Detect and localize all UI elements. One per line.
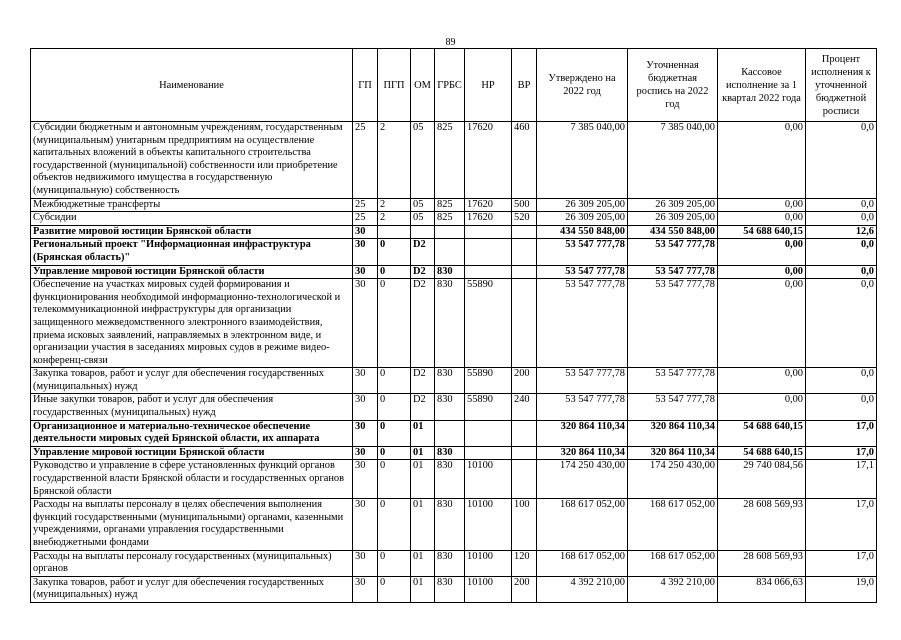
cell-vr: 100: [512, 499, 537, 550]
cell-gp: 30: [353, 576, 378, 602]
cell-cash: 834 066,63: [718, 576, 806, 602]
table-row: [31, 550, 877, 576]
cell-gp: 30: [353, 499, 378, 550]
cell-percent: 0,0: [806, 265, 877, 279]
cell-np: 55890: [465, 279, 512, 368]
header-cash: Кассовое исполнение за 1 квартал 2022 года: [718, 49, 806, 122]
cell-name: Развитие мировой юстиции Брянской области: [31, 225, 353, 239]
cell-approved: 174 250 430,00: [537, 460, 628, 499]
cell-name: Обеспечение на участках мировых судей формирования и функционирования необходимой информационно-технологической и телекоммуникационной инфраструктуры для организации защищенного межведомственного электронного взаимодействия, приема исковых заявлений, направляемых в электронном виде, и организации участия в заседаниях мировых судов в режиме видео-конференц-связи: [31, 279, 353, 368]
page-number: 89: [445, 37, 456, 48]
table-row: [31, 368, 877, 394]
table-row: [31, 576, 877, 602]
cell-vr: 520: [512, 212, 537, 226]
cell-approved: 168 617 052,00: [537, 499, 628, 550]
cell-pgp: 2: [378, 198, 411, 212]
cell-np: 55890: [465, 368, 512, 394]
cell-om: [411, 225, 435, 239]
header-grbs: ГРБС: [435, 49, 465, 122]
cell-pgp: 0: [378, 576, 411, 602]
cell-np: [465, 239, 512, 265]
cell-vr: [512, 460, 537, 499]
cell-percent: 17,1: [806, 460, 877, 499]
cell-percent: 17,0: [806, 446, 877, 460]
cell-percent: 17,0: [806, 420, 877, 446]
cell-percent: 19,0: [806, 576, 877, 602]
cell-approved: 7 385 040,00: [537, 122, 628, 199]
cell-refined: 26 309 205,00: [628, 198, 718, 212]
cell-cash: 0,00: [718, 239, 806, 265]
cell-np: 10100: [465, 550, 512, 576]
cell-refined: 4 392 210,00: [628, 576, 718, 602]
cell-pgp: 0: [378, 265, 411, 279]
cell-gp: 30: [353, 420, 378, 446]
table-row: [31, 122, 877, 199]
budget-table: [30, 48, 877, 603]
cell-pgp: 2: [378, 212, 411, 226]
cell-cash: 0,00: [718, 279, 806, 368]
cell-name: Межбюджетные трансферты: [31, 198, 353, 212]
cell-grbs: [435, 239, 465, 265]
table-row: [31, 225, 877, 239]
cell-gp: 30: [353, 368, 378, 394]
cell-gp: 25: [353, 198, 378, 212]
cell-grbs: [435, 420, 465, 446]
header-om: ОМ: [411, 49, 435, 122]
cell-name: Субсидии: [31, 212, 353, 226]
cell-vr: [512, 239, 537, 265]
cell-approved: 53 547 777,78: [537, 265, 628, 279]
table-row: [31, 460, 877, 499]
cell-cash: 0,00: [718, 198, 806, 212]
cell-gp: 30: [353, 460, 378, 499]
cell-percent: 12,6: [806, 225, 877, 239]
cell-refined: 53 547 777,78: [628, 394, 718, 420]
cell-om: D2: [411, 279, 435, 368]
cell-name: Управление мировой юстиции Брянской области: [31, 446, 353, 460]
cell-pgp: 0: [378, 460, 411, 499]
cell-om: 01: [411, 460, 435, 499]
cell-vr: [512, 446, 537, 460]
cell-cash: 28 608 569,93: [718, 499, 806, 550]
cell-approved: 53 547 777,78: [537, 279, 628, 368]
cell-grbs: 825: [435, 198, 465, 212]
cell-np: 17620: [465, 122, 512, 199]
cell-om: D2: [411, 368, 435, 394]
cell-refined: 320 864 110,34: [628, 420, 718, 446]
cell-grbs: 830: [435, 460, 465, 499]
cell-om: 01: [411, 576, 435, 602]
cell-refined: 174 250 430,00: [628, 460, 718, 499]
cell-vr: 200: [512, 576, 537, 602]
cell-name: Руководство и управление в сфере установленных функций органов государственной власти Брянской области и государственных органов Брянской области: [31, 460, 353, 499]
table-body: [31, 122, 877, 603]
cell-vr: 120: [512, 550, 537, 576]
cell-cash: 28 608 569,93: [718, 550, 806, 576]
cell-name: Закупка товаров, работ и услуг для обеспечения государственных (муниципальных) нужд: [31, 576, 353, 602]
cell-name: Управление мировой юстиции Брянской области: [31, 265, 353, 279]
cell-percent: 0,0: [806, 122, 877, 199]
header-approved: Утверждено на 2022 год: [537, 49, 628, 122]
cell-vr: 500: [512, 198, 537, 212]
cell-np: 17620: [465, 212, 512, 226]
cell-gp: 30: [353, 446, 378, 460]
cell-pgp: 0: [378, 420, 411, 446]
cell-name: Иные закупки товаров, работ и услуг для обеспечения государственных (муниципальных) нужд: [31, 394, 353, 420]
table-row: [31, 446, 877, 460]
cell-om: D2: [411, 239, 435, 265]
cell-gp: 30: [353, 279, 378, 368]
cell-gp: 30: [353, 225, 378, 239]
cell-np: 10100: [465, 460, 512, 499]
table-row: [31, 265, 877, 279]
cell-grbs: 830: [435, 265, 465, 279]
cell-np: 10100: [465, 499, 512, 550]
cell-gp: 30: [353, 239, 378, 265]
cell-vr: 200: [512, 368, 537, 394]
cell-pgp: [378, 225, 411, 239]
cell-percent: 0,0: [806, 394, 877, 420]
cell-grbs: 830: [435, 394, 465, 420]
cell-pgp: 0: [378, 446, 411, 460]
cell-grbs: 830: [435, 279, 465, 368]
cell-approved: 26 309 205,00: [537, 198, 628, 212]
cell-om: 05: [411, 122, 435, 199]
header-np: НР: [465, 49, 512, 122]
cell-vr: 460: [512, 122, 537, 199]
cell-refined: 434 550 848,00: [628, 225, 718, 239]
cell-name: Расходы на выплаты персоналу в целях обеспечения выполнения функций государственными (муниципальными) органами, казенными учреждениями, органами управления государственными внебюджетными фондами: [31, 499, 353, 550]
cell-refined: 53 547 777,78: [628, 279, 718, 368]
cell-name: Организационное и материально-техническое обеспечение деятельности мировых судей Брянской области, их аппарата: [31, 420, 353, 446]
cell-cash: 29 740 084,56: [718, 460, 806, 499]
header-pgp: ПГП: [378, 49, 411, 122]
header-percent: Процент исполнения к уточненной бюджетной росписи: [806, 49, 877, 122]
table-row: [31, 279, 877, 368]
cell-percent: 0,0: [806, 279, 877, 368]
cell-vr: 240: [512, 394, 537, 420]
cell-pgp: 2: [378, 122, 411, 199]
header-refined: Уточненная бюджетная роспись на 2022 год: [628, 49, 718, 122]
cell-np: [465, 225, 512, 239]
cell-refined: 168 617 052,00: [628, 499, 718, 550]
cell-name: Расходы на выплаты персоналу государственных (муниципальных) органов: [31, 550, 353, 576]
table-row: [31, 499, 877, 550]
cell-grbs: 825: [435, 212, 465, 226]
cell-refined: 53 547 777,78: [628, 265, 718, 279]
cell-grbs: 830: [435, 499, 465, 550]
cell-grbs: 825: [435, 122, 465, 199]
cell-approved: 434 550 848,00: [537, 225, 628, 239]
cell-refined: 53 547 777,78: [628, 239, 718, 265]
cell-pgp: 0: [378, 499, 411, 550]
cell-vr: [512, 225, 537, 239]
cell-pgp: 0: [378, 368, 411, 394]
cell-cash: 54 688 640,15: [718, 420, 806, 446]
cell-percent: 17,0: [806, 550, 877, 576]
cell-name: Региональный проект "Информационная инфраструктура (Брянская область)": [31, 239, 353, 265]
cell-cash: 0,00: [718, 394, 806, 420]
cell-om: D2: [411, 394, 435, 420]
cell-approved: 53 547 777,78: [537, 368, 628, 394]
table-row: [31, 394, 877, 420]
cell-cash: 54 688 640,15: [718, 446, 806, 460]
cell-approved: 320 864 110,34: [537, 420, 628, 446]
cell-grbs: [435, 225, 465, 239]
table-row: [31, 198, 877, 212]
cell-gp: 30: [353, 550, 378, 576]
cell-refined: 26 309 205,00: [628, 212, 718, 226]
cell-pgp: 0: [378, 550, 411, 576]
cell-np: 17620: [465, 198, 512, 212]
cell-percent: 0,0: [806, 198, 877, 212]
cell-om: 01: [411, 550, 435, 576]
cell-vr: [512, 279, 537, 368]
cell-approved: 168 617 052,00: [537, 550, 628, 576]
cell-np: 55890: [465, 394, 512, 420]
cell-pgp: 0: [378, 394, 411, 420]
cell-cash: 54 688 640,15: [718, 225, 806, 239]
cell-vr: [512, 420, 537, 446]
cell-pgp: 0: [378, 279, 411, 368]
cell-refined: 53 547 777,78: [628, 368, 718, 394]
header-name: Наименование: [31, 49, 353, 122]
table-row: [31, 239, 877, 265]
cell-gp: 25: [353, 212, 378, 226]
cell-approved: 4 392 210,00: [537, 576, 628, 602]
cell-vr: [512, 265, 537, 279]
cell-approved: 53 547 777,78: [537, 239, 628, 265]
cell-percent: 0,0: [806, 368, 877, 394]
header-gp: ГП: [353, 49, 378, 122]
cell-gp: 30: [353, 265, 378, 279]
cell-approved: 320 864 110,34: [537, 446, 628, 460]
cell-np: 10100: [465, 576, 512, 602]
cell-percent: 17,0: [806, 499, 877, 550]
cell-cash: 0,00: [718, 265, 806, 279]
cell-np: [465, 420, 512, 446]
cell-om: 01: [411, 420, 435, 446]
cell-refined: 7 385 040,00: [628, 122, 718, 199]
cell-refined: 168 617 052,00: [628, 550, 718, 576]
table-row: [31, 212, 877, 226]
cell-name: Субсидии бюджетным и автономным учреждениям, государственным (муниципальным) унитарным предприятиям на осуществление капитальных вложений в объекты капитального строительства государственной (муниципальной) собственности или приобретение объектов недвижимого имущества в государственную (муниципальную) собственность: [31, 122, 353, 199]
cell-grbs: 830: [435, 576, 465, 602]
cell-grbs: 830: [435, 550, 465, 576]
cell-grbs: 830: [435, 368, 465, 394]
cell-approved: 26 309 205,00: [537, 212, 628, 226]
cell-np: [465, 446, 512, 460]
cell-pgp: 0: [378, 239, 411, 265]
cell-percent: 0,0: [806, 212, 877, 226]
cell-om: D2: [411, 265, 435, 279]
cell-np: [465, 265, 512, 279]
cell-cash: 0,00: [718, 122, 806, 199]
cell-cash: 0,00: [718, 212, 806, 226]
cell-approved: 53 547 777,78: [537, 394, 628, 420]
cell-grbs: 830: [435, 446, 465, 460]
header-vr: ВР: [512, 49, 537, 122]
table-header-row: [31, 49, 877, 122]
cell-gp: 25: [353, 122, 378, 199]
cell-name: Закупка товаров, работ и услуг для обеспечения государственных (муниципальных) нужд: [31, 368, 353, 394]
cell-om: 01: [411, 499, 435, 550]
cell-om: 05: [411, 212, 435, 226]
cell-om: 05: [411, 198, 435, 212]
cell-om: 01: [411, 446, 435, 460]
cell-percent: 0,0: [806, 239, 877, 265]
table-row: [31, 420, 877, 446]
cell-gp: 30: [353, 394, 378, 420]
cell-cash: 0,00: [718, 368, 806, 394]
cell-refined: 320 864 110,34: [628, 446, 718, 460]
